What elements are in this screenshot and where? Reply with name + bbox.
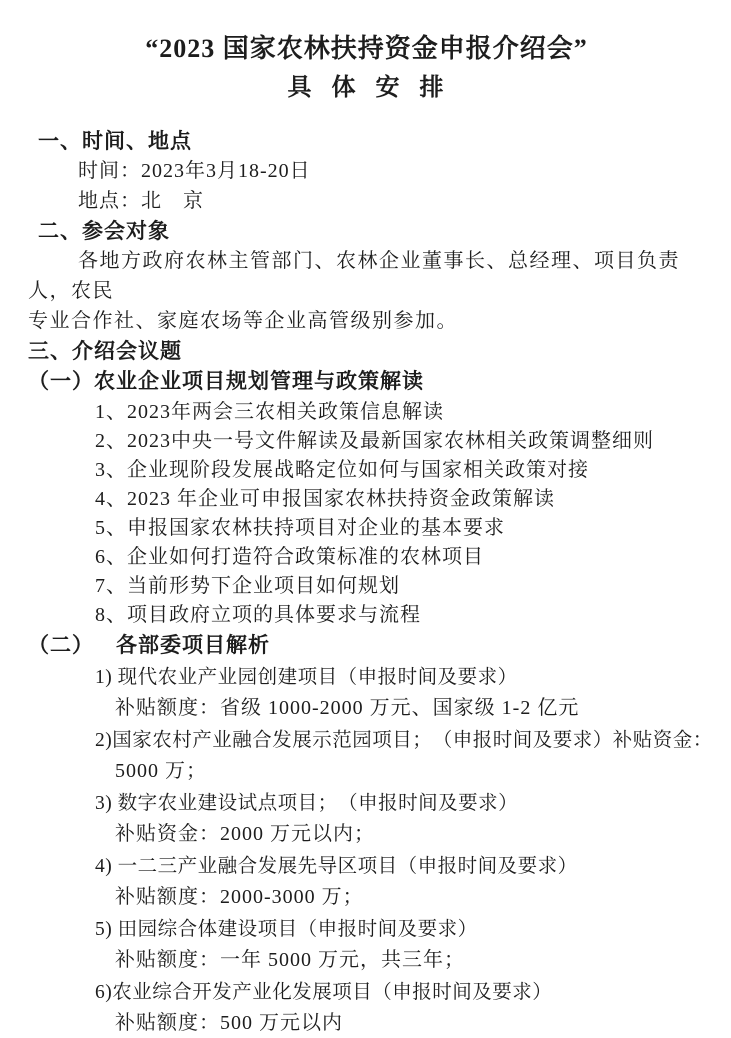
project-subsidy-line: 补贴资金：2000 万元以内；: [115, 823, 375, 845]
section-agenda-heading: 三、介绍会议题: [28, 339, 182, 363]
project-entry-2: [28, 726, 713, 786]
agenda-part2-title: 各部委项目解析: [116, 633, 270, 657]
project-entry-3: [28, 789, 705, 849]
agenda-item-1: 1、2023年两会三农相关政策信息解读: [95, 401, 444, 423]
project-title-line: 6)农业综合开发产业化发展项目（申报时间及要求）: [95, 982, 553, 1003]
agenda-item-2: 2、2023中央一号文件解读及最新国家农林相关政策调整细则: [95, 430, 654, 452]
project-entry-5: [28, 915, 705, 975]
project-subsidy-line: 补贴额度：省级 1000-2000 万元、国家级 1-2 亿元: [115, 697, 580, 719]
attendees-paragraph-line-2: 专业合作社、家庭农场等企业高管级别参加。: [28, 310, 458, 332]
project-title-line: 5) 田园综合体建设项目（申报时间及要求）: [95, 919, 478, 940]
project-subsidy-line: 5000 万；: [115, 760, 207, 782]
project-entry-1: [28, 663, 705, 723]
agenda-item-7: 7、当前形势下企业项目如何规划: [95, 575, 400, 597]
agenda-part2-heading: [28, 630, 705, 660]
agenda-item-8: 8、项目政府立项的具体要求与流程: [95, 604, 421, 626]
place-line: 地点：北 京: [78, 190, 204, 212]
project-title-line: 3) 数字农业建设试点项目； （申报时间及要求）: [95, 793, 519, 814]
agenda-item-list: [28, 398, 705, 630]
project-title-line: 4) 一二三产业融合发展先导区项目（申报时间及要求）: [95, 856, 578, 877]
project-subsidy-line: 补贴额度：500 万元以内: [115, 1012, 343, 1034]
project-title-line: 2)国家农村产业融合发展示范园项目； （申报时间及要求）补贴资金：: [95, 730, 713, 751]
document-subtitle: 具 体 安 排: [287, 75, 446, 101]
agenda-item-3: 3、企业现阶段发展战略定位如何与国家相关政策对接: [95, 459, 589, 481]
project-list: [28, 663, 713, 1038]
time-line: 时间：2023年3月18-20日: [78, 160, 311, 182]
project-subsidy-line: 补贴额度：2000-3000 万；: [115, 886, 364, 908]
project-entry-6: [28, 978, 705, 1038]
project-title-line: 1) 现代农业产业园创建项目（申报时间及要求）: [95, 667, 518, 688]
section-attendees-heading: 二、参会对象: [38, 219, 170, 243]
agenda-item-5: 5、申报国家农林扶持项目对企业的基本要求: [95, 517, 505, 539]
project-entry-4: [28, 852, 705, 912]
attendees-paragraph-line-1: 各地方政府农林主管部门、农林企业董事长、总经理、项目负责人，农民: [28, 250, 680, 302]
agenda-part1-heading: （一）农业企业项目规划管理与政策解读: [28, 369, 424, 393]
agenda-item-6: 6、企业如何打造符合政策标准的农林项目: [95, 546, 484, 568]
agenda-item-4: 4、2023 年企业可申报国家农林扶持资金政策解读: [95, 488, 555, 510]
agenda-part2-number: （二）: [28, 633, 94, 657]
document-title: “2023 国家农林扶持资金申报介绍会”: [145, 34, 588, 63]
section-time-place-heading: 一、时间、地点: [38, 129, 192, 153]
project-subsidy-line: 补贴额度：一年 5000 万元，共三年；: [115, 949, 465, 971]
